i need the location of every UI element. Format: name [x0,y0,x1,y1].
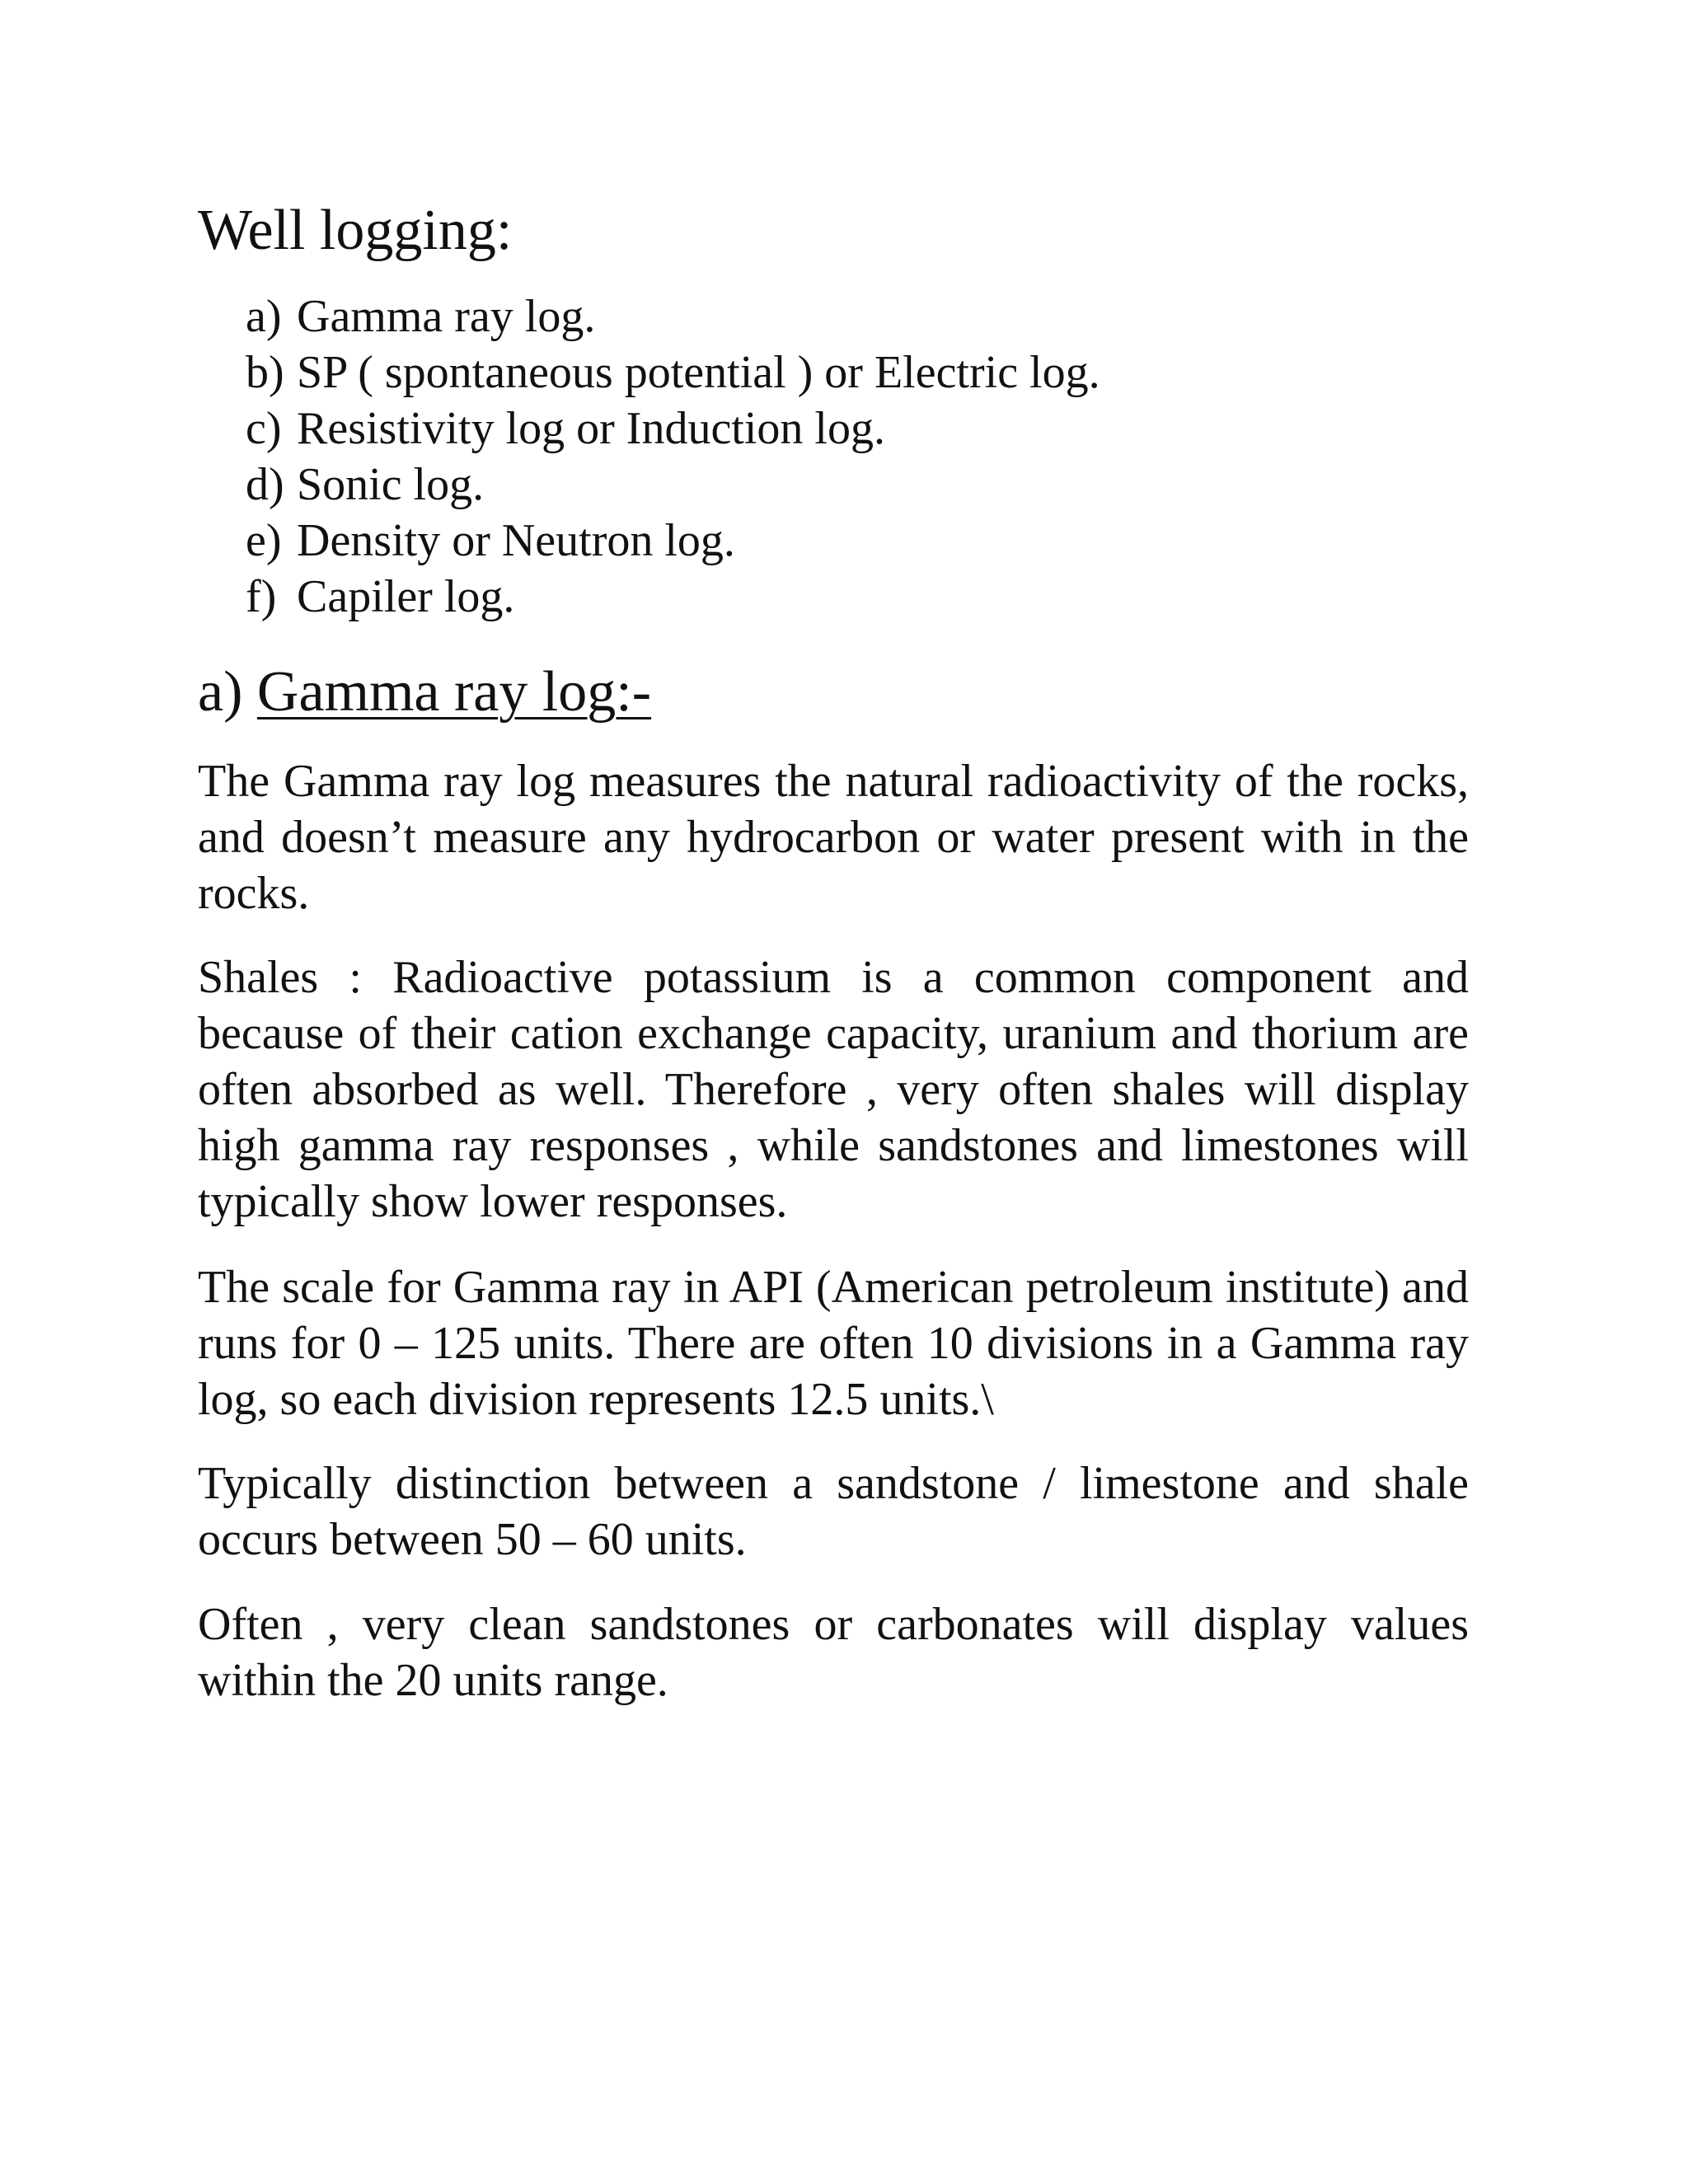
paragraph: The scale for Gamma ray in API (American petroleum institute) and runs for 0 – 125 units. There are often 10 divisions in a Gamma ray log, so each division represents 12.5 units.\ [198,1262,1469,1425]
list-item-text: Gamma ray log. [297,291,596,342]
list-marker: a) [246,291,282,342]
list-item [246,288,1100,344]
log-types-list [246,288,1100,625]
list-item-text: Density or Neutron log. [297,515,735,566]
list-item-text: Capiler log. [297,571,515,622]
list-marker: e) [246,515,282,566]
list-marker: c) [246,403,282,454]
list-marker: b) [246,347,284,398]
paragraph: Shales : Radioactive potassium is a common component and because of their cation exchange capacity, uranium and thorium are often absorbed as well. Therefore , very often shales will display high gamma ray responses , while sandstones and limestones will typically show lower responses. [198,952,1469,1227]
list-item-text: SP ( spontaneous potential ) or Electric log. [297,347,1100,398]
section-marker: a) [198,660,243,724]
paragraph: Often , very clean sandstones or carbonates will display values within the 20 units range. [198,1599,1469,1706]
list-item [246,344,1100,401]
section-heading-text: Gamma ray log:- [256,660,652,724]
list-item-text: Resistivity log or Induction log. [297,403,885,454]
section-heading [198,659,651,725]
list-item [246,569,1100,625]
paragraph: Typically distinction between a sandstone / limestone and shale occurs between 50 – 60 units. [198,1458,1469,1565]
list-marker: f) [246,571,277,622]
list-item [246,513,1100,569]
paragraph: The Gamma ray log measures the natural radioactivity of the rocks, and doesn’t measure any hydrocarbon or water present with in the rocks. [198,756,1469,919]
list-item [246,401,1100,457]
list-item-text: Sonic log. [297,459,485,510]
page-title: Well logging: [198,199,513,262]
list-marker: d) [246,459,284,510]
list-item [246,457,1100,513]
